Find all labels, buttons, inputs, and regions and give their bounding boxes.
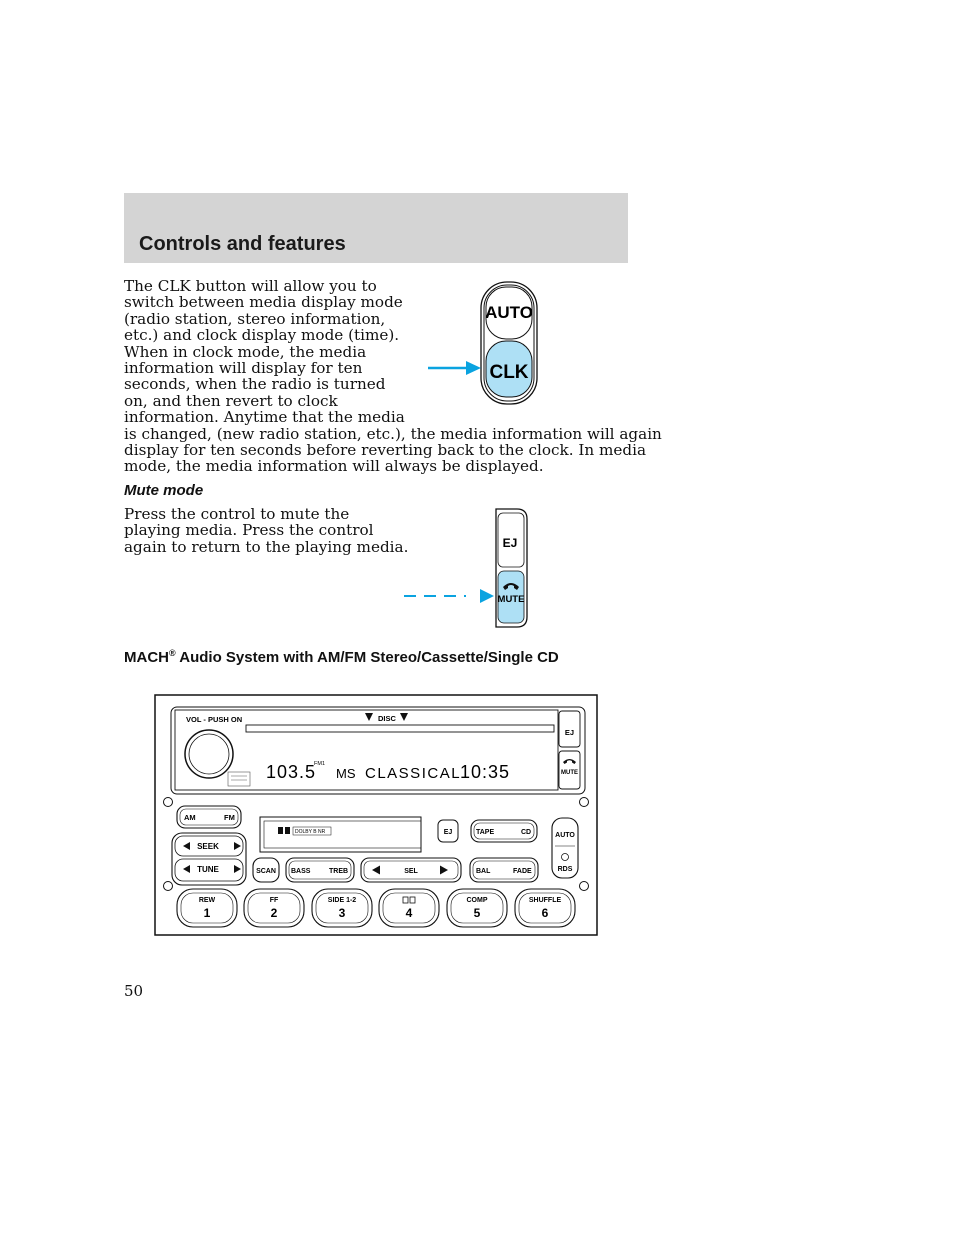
preset-button-4[interactable] (379, 889, 439, 927)
preset-label: FF (269, 897, 279, 904)
clk-button-figure (420, 278, 545, 408)
disc-label: DISC (378, 714, 396, 723)
clk-text-line: display for ten seconds before reverting back to the clock. In media (124, 441, 647, 459)
screw-icon (580, 798, 589, 807)
preset-number: 6 (541, 906, 549, 920)
tape-label: TAPE (476, 829, 495, 836)
clk-text-line: is changed, (new radio station, etc.), the media information will again (124, 424, 662, 443)
registered-mark: ® (169, 648, 176, 658)
auto-label: AUTO (485, 303, 533, 322)
display-frequency: 103.5 (266, 762, 317, 782)
clk-text-line: switch between media display mode (124, 293, 403, 312)
display-clock: 10:35 (460, 762, 511, 782)
clk-text-line: When in clock mode, the media (124, 342, 367, 361)
preset-number: 2 (270, 906, 278, 920)
volume-knob[interactable] (185, 730, 233, 778)
screw-icon (580, 882, 589, 891)
radio-ej-label: EJ (564, 728, 575, 737)
preset-label: SHUFFLE (528, 897, 562, 904)
scan-label: SCAN (256, 868, 276, 875)
clk-text-line: mode, the media information will always be displayed. (124, 457, 544, 476)
arrow-right-icon (480, 589, 494, 603)
display-program: CLASSICAL (365, 765, 462, 782)
bass-label: BASS (291, 868, 311, 875)
clk-text-line: The CLK button will allow you to (124, 277, 377, 295)
clk-text-line: information. Anytime that the media (124, 408, 405, 427)
sel-label: SEL (404, 868, 418, 875)
section-title: Controls and features (139, 233, 346, 255)
am-label: AM (184, 813, 196, 822)
fm-label: FM (224, 813, 235, 822)
preset-label: REW (198, 897, 216, 904)
radio-mute-label: MUTE (561, 770, 578, 776)
preset-button-3[interactable] (312, 889, 372, 927)
rds-label: RDS (557, 866, 573, 873)
system-heading-rest: Audio System with AM/FM Stereo/Cassette/Single CD (175, 649, 559, 666)
bal-label: BAL (476, 868, 491, 875)
preset-button-2[interactable] (244, 889, 304, 927)
tape-ej-label: EJ (443, 829, 453, 836)
preset-number: 1 (203, 906, 211, 920)
mute-text-line: playing media. Press the control (124, 521, 374, 540)
fade-label: FADE (513, 868, 532, 875)
screw-icon (164, 882, 173, 891)
preset-label: COMP (466, 897, 488, 904)
compact-disc-logo (228, 772, 250, 786)
mute-text-line: again to return to the playing media. (124, 537, 409, 556)
system-brand: MACH (124, 649, 169, 666)
screw-icon (164, 798, 173, 807)
preset-number: 3 (338, 906, 346, 920)
clk-label: CLK (489, 362, 529, 383)
ej-label: EJ (502, 536, 518, 550)
seek-label: SEEK (197, 842, 219, 851)
cassette-door[interactable] (260, 817, 421, 852)
preset-button-1[interactable] (177, 889, 237, 927)
display-ms: MS (336, 766, 356, 781)
preset-label: SIDE 1-2 (327, 897, 357, 904)
dolby-icon (278, 827, 283, 834)
clk-text-line: information will display for ten (124, 359, 363, 377)
clk-text-line: seconds, when the radio is turned (124, 375, 386, 394)
vol-label: VOL - PUSH ON (186, 715, 243, 724)
dolby-icon (285, 827, 290, 834)
mute-label: MUTE (497, 594, 525, 605)
dolby-label: DOLBY B NR (295, 829, 326, 835)
clk-text-line: on, and then revert to clock (124, 391, 338, 410)
radio-faceplate (154, 694, 600, 938)
mute-mode-heading: Mute mode (124, 482, 204, 499)
system-heading (124, 648, 559, 666)
clk-text-line: etc.) and clock display mode (time). (124, 326, 400, 345)
cd-slot[interactable] (246, 725, 554, 732)
treb-label: TREB (329, 868, 349, 875)
cd-label: CD (521, 829, 532, 836)
preset-button-6[interactable] (515, 889, 575, 927)
tune-label: TUNE (197, 865, 219, 874)
page-number: 50 (124, 982, 144, 1000)
preset-button-5[interactable] (447, 889, 507, 927)
preset-number: 5 (473, 906, 481, 920)
preset-number: 4 (405, 906, 413, 920)
clk-text-line: (radio station, stereo information, (124, 309, 386, 328)
display-band: FM1 (314, 761, 325, 767)
arrow-right-icon (466, 361, 481, 375)
radio-auto-label: AUTO (555, 832, 575, 839)
mute-button-figure (400, 505, 535, 633)
mute-text-line: Press the control to mute the (124, 505, 350, 523)
